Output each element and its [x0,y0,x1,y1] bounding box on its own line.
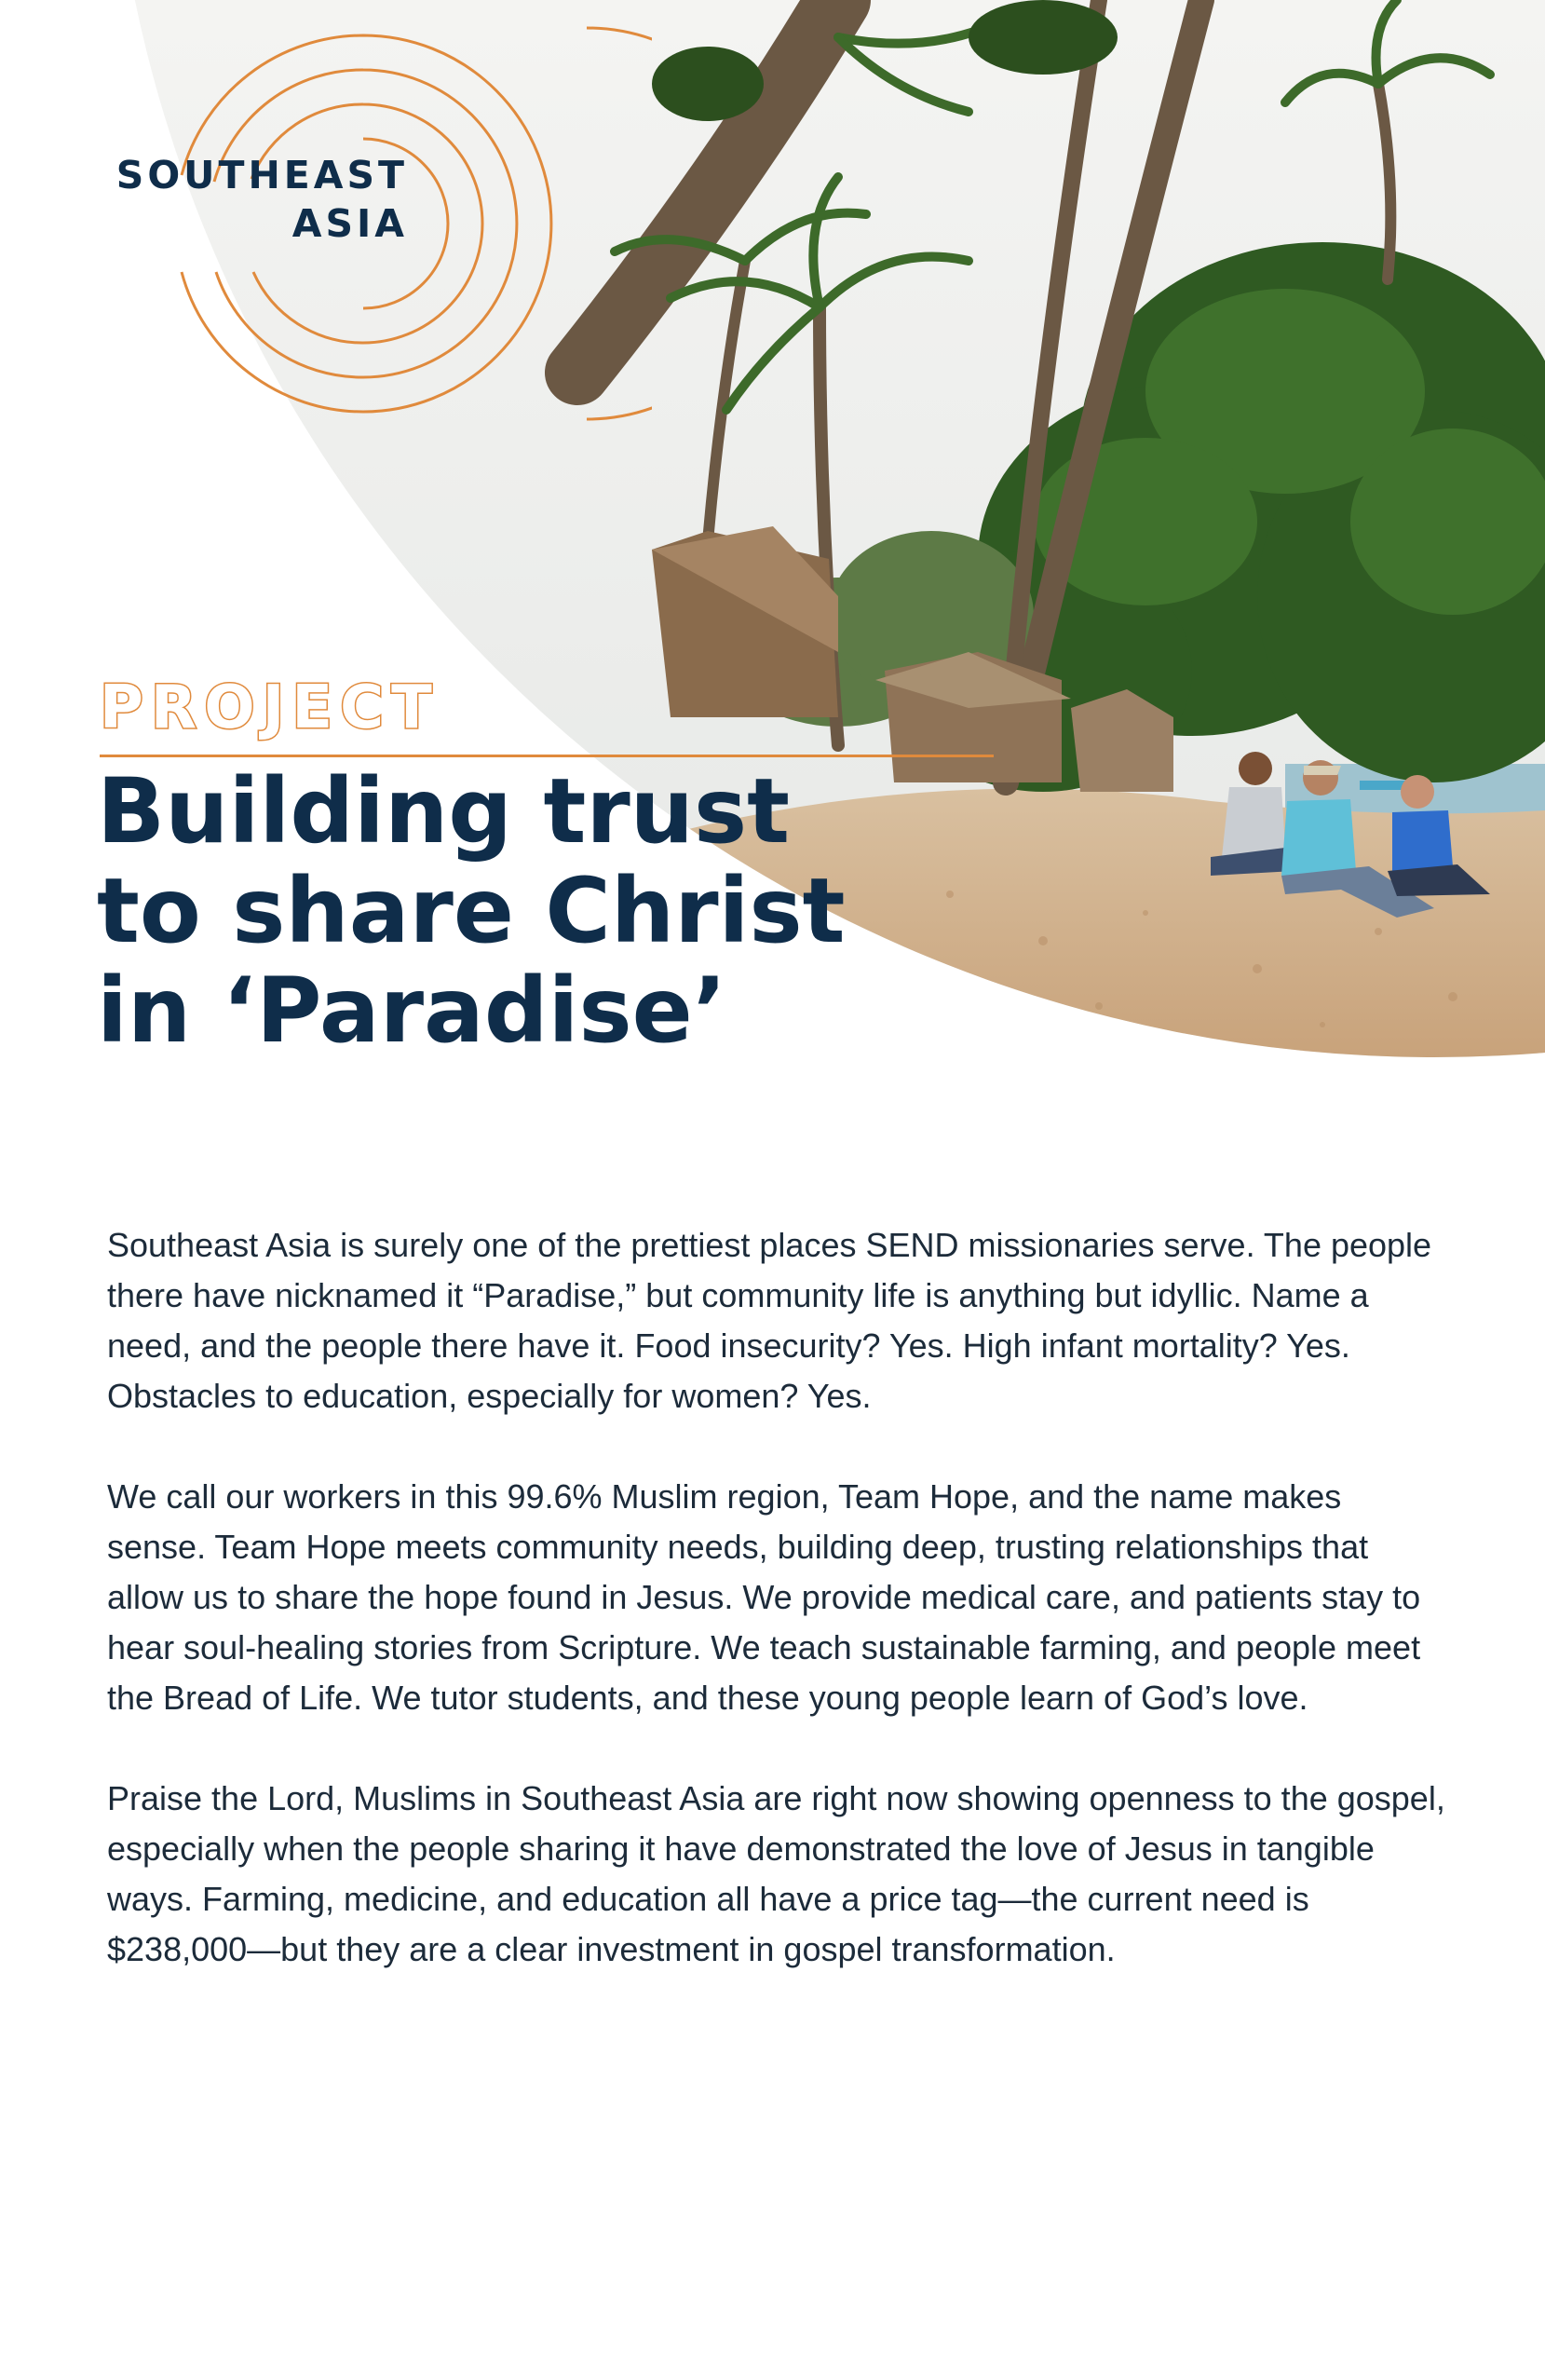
title-line-3: in ‘Paradise’ [97,959,727,1063]
region-name-line2: ASIA [291,201,408,246]
project-divider [100,755,994,757]
title-line-1: Building trust [97,759,791,864]
region-name [116,151,408,248]
page-title [97,759,935,1063]
body-paragraph-2: We call our workers in this 99.6% Muslim region, Team Hope, and the name makes sense. Team Hope meets community needs, building deep, trusting relationships that allow us to share the hope found in Jesus. We provide medical care, and patients stay to hear soul-healing stories from Scripture. We teach sustainable farming, and people meet the Bread of Life. We tutor students, and these young people learn of God’s love. [107,1477,1421,1717]
region-logo [0,0,652,447]
body-paragraph-3: Praise the Lord, Muslims in Southeast Asia are right now showing openness to the gospel, especially when the people sharing it have demonstrated the love of Jesus in tangible ways. Farming, medicine, and education all have a price tag—the current need is $238,000—but they are a clear investment in gospel transformation. [107,1779,1445,1968]
body-paragraph-1: Southeast Asia is surely one of the prettiest places SEND missionaries serve. The people there have nicknamed it “Paradise,” but community life is anything but idyllic. Name a need, and the people there have it. Food insecurity? Yes. High infant mortality? Yes. Obstacles to education, especially for women? Yes. [107,1226,1432,1415]
region-name-line1: SOUTHEAST [115,153,408,197]
title-line-2: to share Christ [97,859,846,963]
project-label: PROJECT [100,673,440,742]
article-body [107,1220,1448,2025]
